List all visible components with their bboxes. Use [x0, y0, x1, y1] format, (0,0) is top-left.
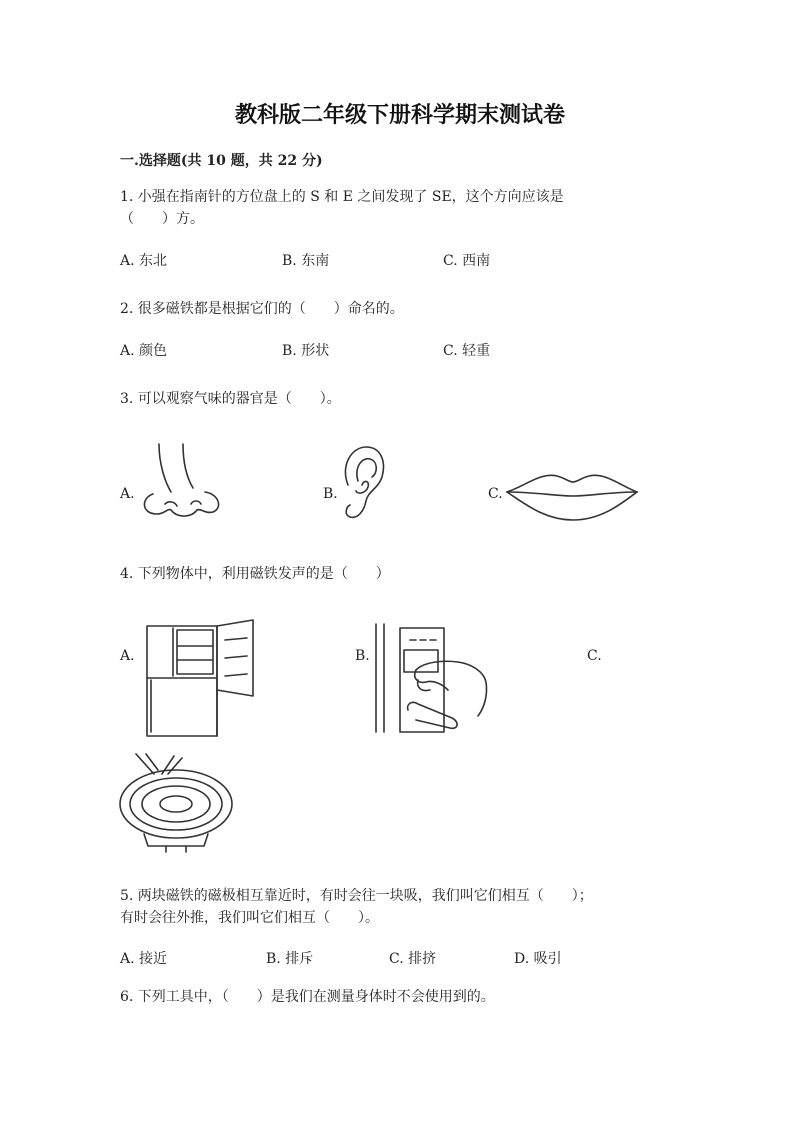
question-1-option-b[interactable]: B. 东南: [282, 253, 330, 269]
question-4-text: 4. 下列物体中，利用磁铁发声的是（ ）: [120, 566, 390, 582]
speaker-icon: [120, 754, 232, 852]
section-heading: 一.选择题(共 10 题，共 22 分): [120, 153, 323, 169]
question-2-option-a[interactable]: A. 颜色: [120, 343, 168, 359]
question-4-option-b[interactable]: B.: [355, 648, 370, 664]
question-3-option-a[interactable]: A.: [120, 486, 135, 502]
question-5-text: 5. 两块磁铁的磁极相互靠近时，有时会往一块吸，我们叫它们相互（ ）；: [120, 888, 593, 904]
question-2-text: 2. 很多磁铁都是根据它们的（ ）命名的。: [120, 301, 404, 317]
question-5: [120, 885, 593, 929]
lips-icon: [507, 475, 637, 520]
refrigerator-icon: [147, 620, 253, 736]
question-5-text-cont: 有时会往外推，我们叫它们相互（ ）。: [120, 910, 379, 926]
question-4-option-a[interactable]: A.: [120, 648, 135, 664]
question-5-option-a[interactable]: A. 接近: [120, 951, 168, 967]
ear-icon: [345, 447, 383, 517]
door-card-reader-icon: [376, 624, 487, 732]
question-1: [120, 186, 564, 230]
question-5-option-c[interactable]: C. 排挤: [389, 951, 437, 967]
question-2-option-c[interactable]: C. 轻重: [443, 343, 491, 359]
question-5-option-d[interactable]: D. 吸引: [514, 951, 562, 967]
question-1-text-cont: （ ）方。: [120, 211, 204, 227]
question-1-text: 1. 小强在指南针的方位盘上的 S 和 E 之间发现了 SE，这个方向应该是: [120, 189, 564, 205]
question-1-option-a[interactable]: A. 东北: [120, 253, 168, 269]
question-3-text: 3. 可以观察气味的器官是（ ）。: [120, 391, 341, 407]
question-4-option-c[interactable]: C.: [587, 648, 602, 664]
question-6-text: 6. 下列工具中，（ ）是我们在测量身体时不会使用到的。: [120, 989, 495, 1005]
nose-icon: [135, 442, 225, 522]
page-title: 教科版二年级下册科学期末测试卷: [234, 102, 565, 128]
question-3-option-c[interactable]: C.: [488, 486, 503, 502]
question-2-option-b[interactable]: B. 形状: [282, 343, 330, 359]
question-5-option-b[interactable]: B. 排斥: [266, 951, 314, 967]
question-3-option-b[interactable]: B.: [323, 486, 338, 502]
question-1-option-c[interactable]: C. 西南: [443, 253, 491, 269]
